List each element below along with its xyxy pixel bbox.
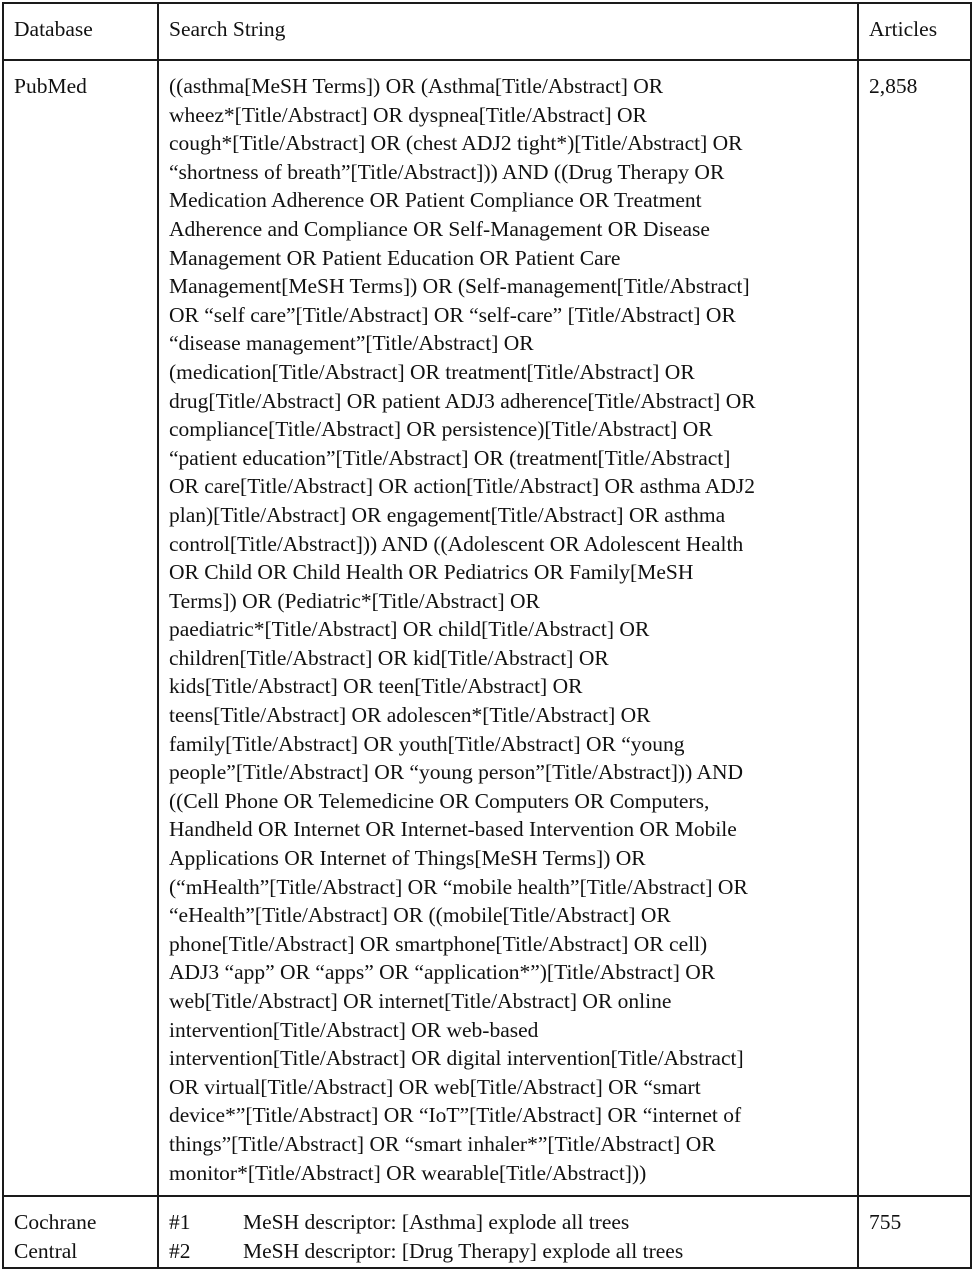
step-number: #2 (169, 1238, 191, 1263)
search-string-line: Adherence and Compliance OR Self-Management OR Disease (169, 216, 710, 241)
search-string-line: “shortness of breath”[Title/Abstract])) AND ((Drug Therapy OR (169, 159, 725, 184)
database-cell: PubMed (3, 60, 158, 1196)
step-number: #1 (169, 1210, 191, 1235)
search-step (169, 1237, 847, 1266)
search-string-line: Applications OR Internet of Things[MeSH Terms]) OR (169, 846, 646, 871)
table-row-cochrane (3, 1196, 971, 1268)
articles-cell: 755 (858, 1196, 971, 1268)
table-row-pubmed (3, 60, 971, 1196)
step-text: MeSH descriptor: [Drug Therapy] explode all trees (243, 1238, 684, 1263)
search-string-line: compliance[Title/Abstract] OR persistence)[Title/Abstract] OR (169, 417, 713, 442)
articles-cell: 2,858 (858, 60, 971, 1196)
search-string-line: drug[Title/Abstract] OR patient ADJ3 adherence[Title/Abstract] OR (169, 388, 756, 413)
header-search-string: Search String (158, 3, 858, 60)
header-articles: Articles (858, 3, 971, 60)
search-string-line: monitor*[Title/Abstract] OR wearable[Title/Abstract])) (169, 1160, 647, 1185)
search-string-line: “disease management”[Title/Abstract] OR (169, 331, 534, 356)
search-string-line: wheez*[Title/Abstract] OR dyspnea[Title/Abstract] OR (169, 102, 647, 127)
search-string-line: phone[Title/Abstract] OR smartphone[Title/Abstract] OR cell) (169, 931, 708, 956)
search-string-line: intervention[Title/Abstract] OR web-based (169, 1017, 539, 1042)
search-string-line: “eHealth”[Title/Abstract] OR ((mobile[Title/Abstract] OR (169, 903, 671, 928)
search-string-line: family[Title/Abstract] OR youth[Title/Abstract] OR “young (169, 731, 685, 756)
search-string-line: web[Title/Abstract] OR internet[Title/Abstract] OR online (169, 989, 672, 1013)
search-string-line: ((Cell Phone OR Telemedicine OR Computers OR Computers, (169, 788, 710, 813)
header-database: Database (3, 3, 158, 60)
search-step (169, 1208, 847, 1237)
search-string-line: people”[Title/Abstract] OR “young person”[Title/Abstract])) AND (169, 760, 744, 785)
search-string-text (169, 72, 847, 1187)
search-string-line: control[Title/Abstract])) AND ((Adolescent OR Adolescent Health (169, 531, 744, 556)
search-string-line: Management OR Patient Education OR Patient Care (169, 245, 621, 270)
database-name-line: Cochrane (14, 1210, 97, 1235)
search-string-line: “patient education”[Title/Abstract] OR (treatment[Title/Abstract] (169, 445, 731, 470)
search-string-line: (medication[Title/Abstract] OR treatment[Title/Abstract] OR (169, 359, 695, 384)
table-header-row (3, 3, 971, 60)
step-text: MeSH descriptor: [Asthma] explode all trees (243, 1210, 630, 1235)
search-string-line: paediatric*[Title/Abstract] OR child[Title/Abstract] OR (169, 617, 650, 642)
search-string-cell (158, 1196, 858, 1268)
search-string-line: OR care[Title/Abstract] OR action[Title/Abstract] OR asthma ADJ2 (169, 474, 755, 499)
search-string-line: children[Title/Abstract] OR kid[Title/Abstract] OR (169, 645, 609, 670)
search-string-line: Handheld OR Internet OR Internet-based Intervention OR Mobile (169, 817, 737, 842)
search-string-line: cough*[Title/Abstract] OR (chest ADJ2 tight*)[Title/Abstract] OR (169, 131, 743, 156)
search-string-line: OR virtual[Title/Abstract] OR web[Title/Abstract] OR “smart (169, 1074, 701, 1099)
search-string-line: OR “self care”[Title/Abstract] OR “self-care” [Title/Abstract] OR (169, 302, 736, 327)
search-string-line: OR Child OR Child Health OR Pediatrics OR Family[MeSH (169, 560, 694, 585)
search-string-line: plan)[Title/Abstract] OR engagement[Title/Abstract] OR asthma (169, 502, 726, 527)
search-string-line: kids[Title/Abstract] OR teen[Title/Abstract] OR (169, 674, 583, 699)
search-string-line: device*”[Title/Abstract] OR “IoT”[Title/Abstract] OR “internet of (169, 1103, 742, 1128)
database-name-line: Central (14, 1238, 78, 1263)
search-string-line: Management[MeSH Terms]) OR (Self-management[Title/Abstract] (169, 274, 750, 299)
search-string-line: Medication Adherence OR Patient Compliance OR Treatment (169, 188, 702, 213)
database-cell (3, 1196, 158, 1268)
search-string-line: intervention[Title/Abstract] OR digital intervention[Title/Abstract] (169, 1046, 744, 1071)
search-string-line: ADJ3 “app” OR “apps” OR “application*”)[Title/Abstract] OR (169, 960, 716, 985)
search-string-line: teens[Title/Abstract] OR adolescen*[Title/Abstract] OR (169, 703, 651, 728)
search-string-line: (“mHealth”[Title/Abstract] OR “mobile health”[Title/Abstract] OR (169, 874, 748, 899)
search-string-line: Terms]) OR (Pediatric*[Title/Abstract] OR (169, 588, 540, 613)
search-string-line: things”[Title/Abstract] OR “smart inhaler*”[Title/Abstract] OR (169, 1131, 716, 1156)
search-strategy-table (2, 2, 972, 1269)
search-string-cell (158, 60, 858, 1196)
search-string-line: ((asthma[MeSH Terms]) OR (Asthma[Title/Abstract] OR (169, 74, 664, 98)
